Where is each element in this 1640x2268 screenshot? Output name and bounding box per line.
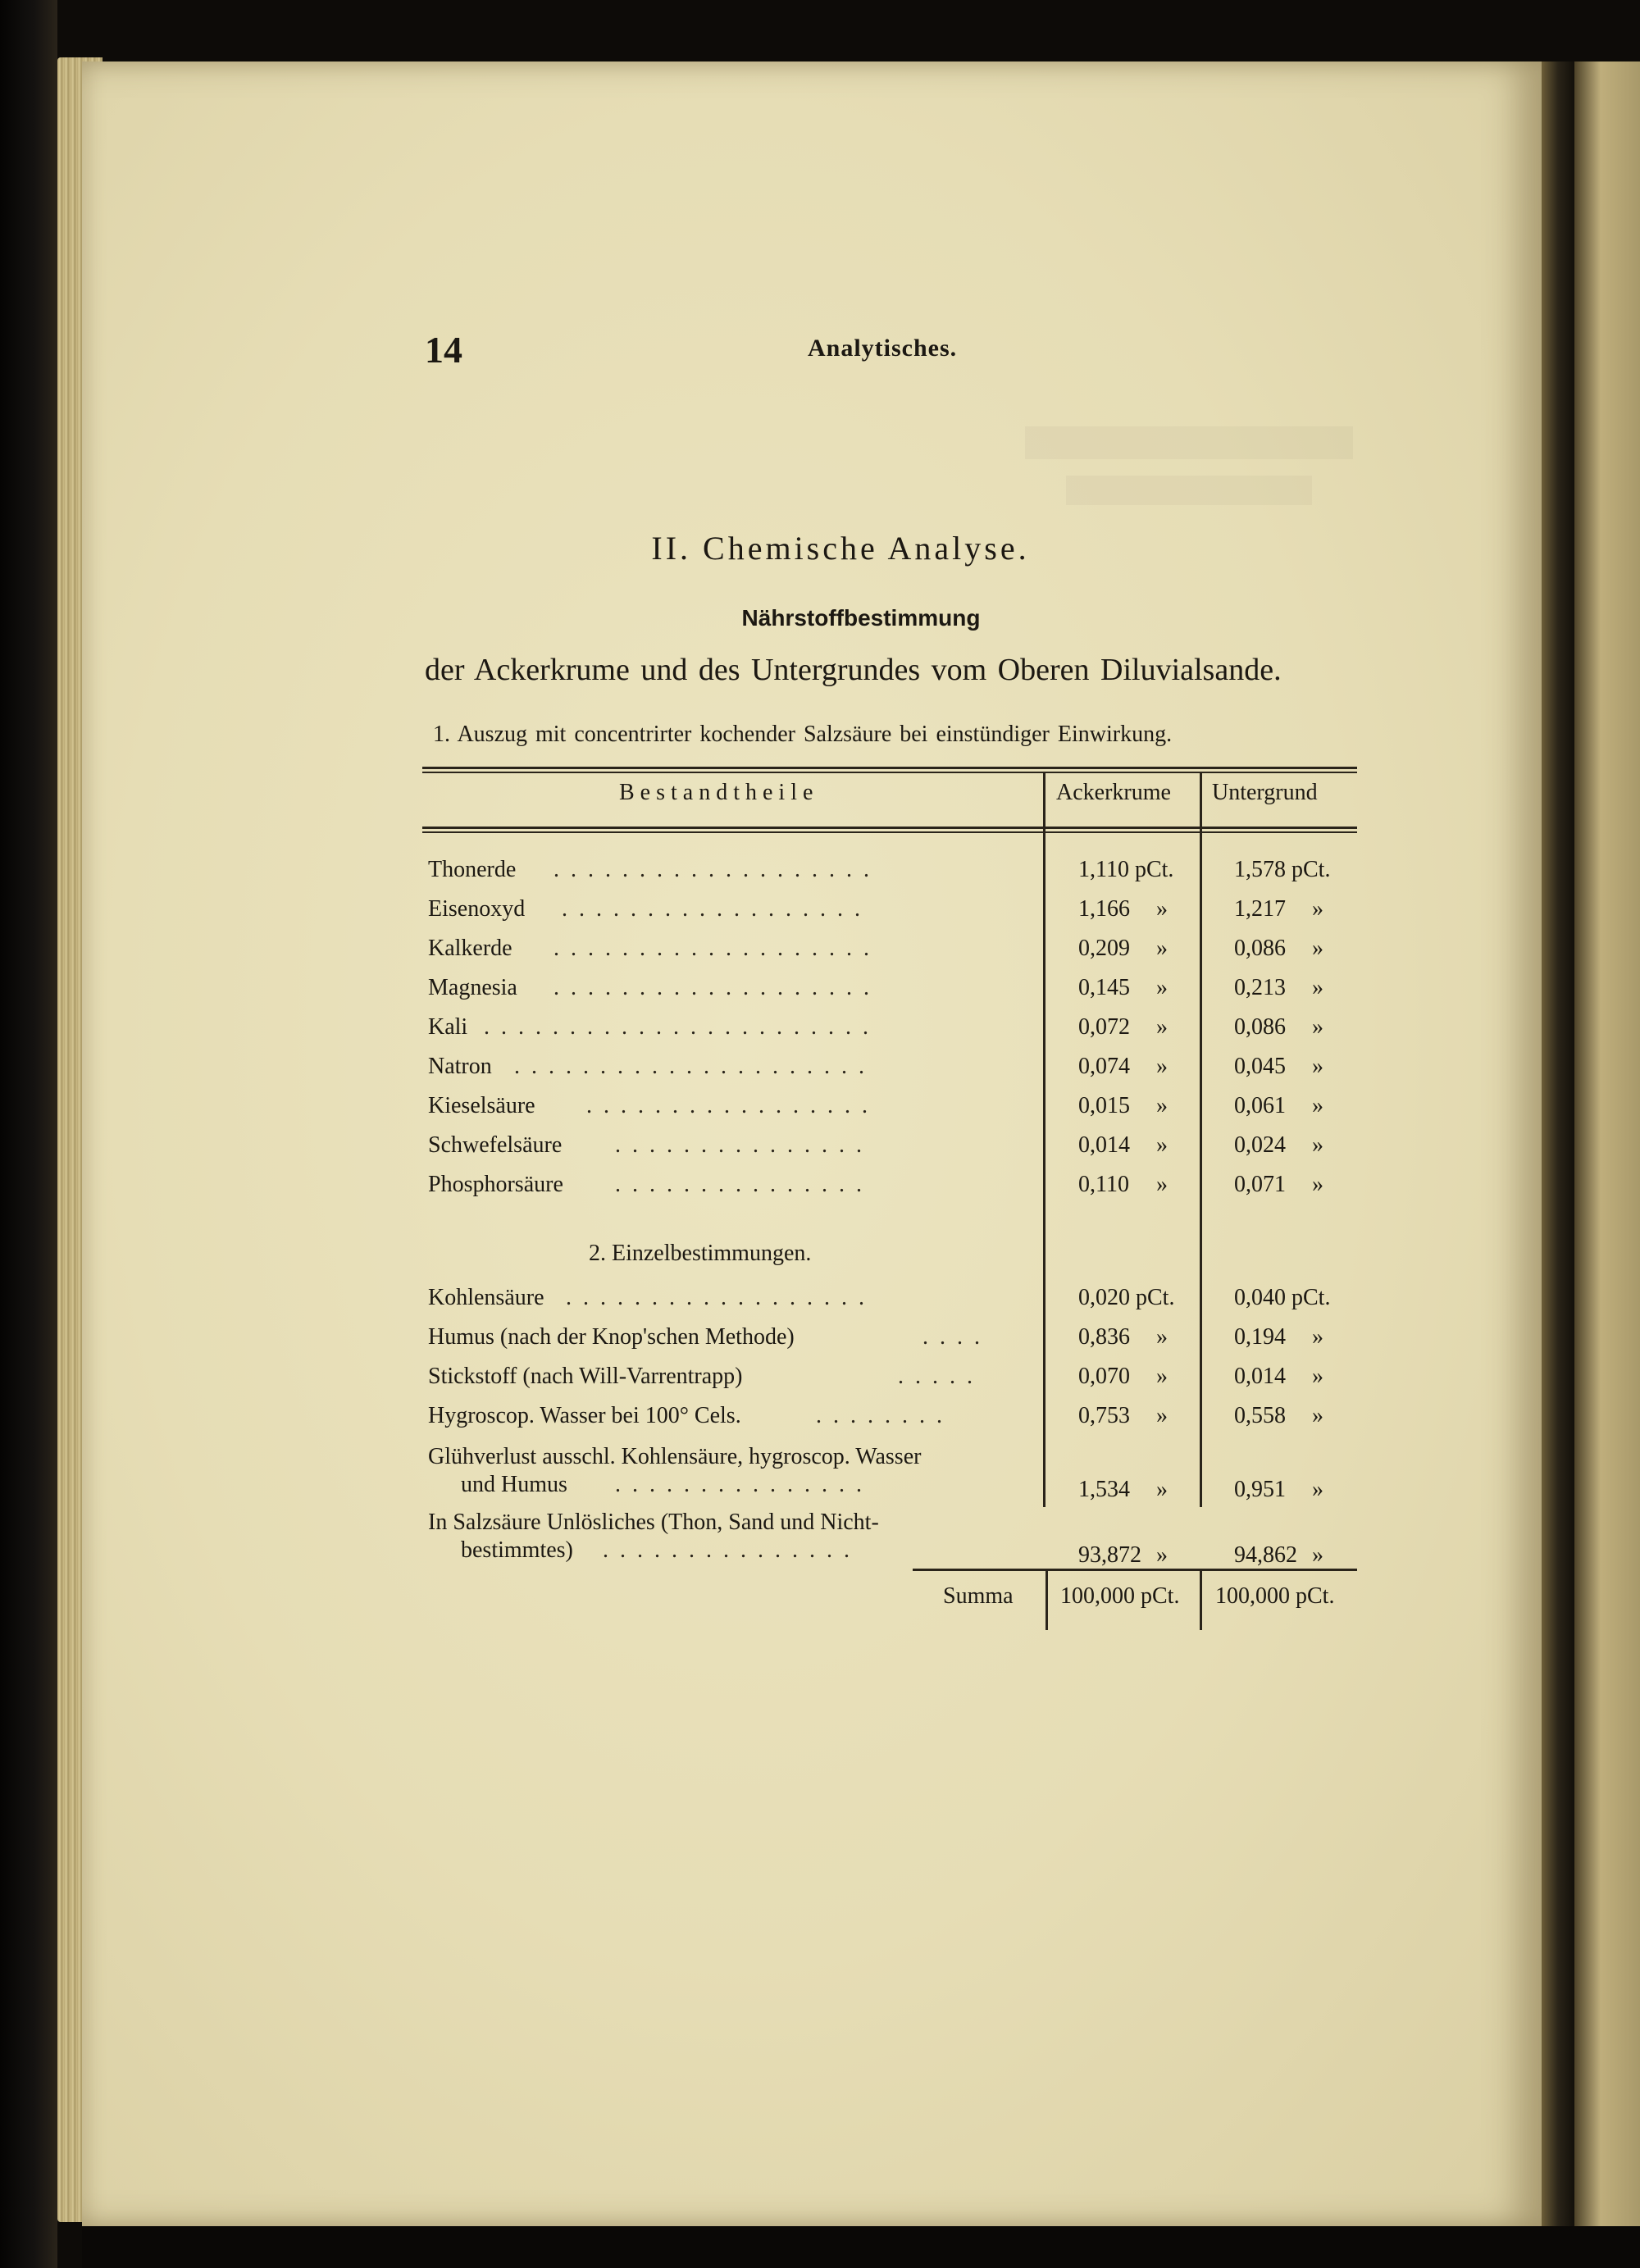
summa-row — [422, 1583, 1357, 1619]
table-row — [422, 1364, 1357, 1400]
leader-dots: ................. — [586, 1093, 879, 1118]
value-untergrund: 0,024 — [1234, 1132, 1286, 1158]
value-untergrund: 0,213 — [1234, 975, 1286, 1000]
value-ackerkrume: 0,070 — [1078, 1364, 1130, 1389]
ditto-mark: » — [1156, 1132, 1168, 1158]
show-through-right — [1066, 476, 1312, 505]
ditto-mark: » — [1156, 1477, 1168, 1502]
table-top-rule-2 — [422, 772, 1357, 773]
show-through-left — [1025, 426, 1353, 459]
row-label: Stickstoff (nach Will-Varrentrapp) — [428, 1364, 743, 1389]
row-label: Hygroscop. Wasser bei 100° Cels. — [428, 1403, 741, 1428]
value-untergrund: 0,086 — [1234, 936, 1286, 961]
summa-ackerkrume: 100,000 pCt. — [1060, 1583, 1180, 1609]
ditto-mark: » — [1156, 975, 1168, 1000]
value-ackerkrume: 1,166 — [1078, 896, 1130, 922]
value-ackerkrume: 0,145 — [1078, 975, 1130, 1000]
ditto-mark: » — [1312, 1093, 1323, 1118]
ditto-mark: » — [1156, 936, 1168, 961]
value-ackerkrume: 0,072 — [1078, 1014, 1130, 1040]
table-row — [422, 1132, 1357, 1168]
table-row — [422, 1324, 1357, 1360]
ditto-mark: » — [1312, 896, 1323, 922]
value-untergrund: 0,061 — [1234, 1093, 1286, 1118]
row-label: Kalkerde — [428, 936, 512, 961]
header-untergrund: Untergrund — [1212, 780, 1318, 805]
bottom-shadow — [82, 2226, 1640, 2268]
leader-dots: ................... — [554, 975, 881, 1000]
value-ackerkrume: 0,836 — [1078, 1324, 1130, 1350]
ditto-mark: » — [1312, 1477, 1323, 1502]
summa-untergrund: 100,000 pCt. — [1215, 1583, 1335, 1609]
ditto-mark: » — [1312, 936, 1323, 961]
leader-dots: ............... — [615, 1472, 873, 1497]
value-ackerkrume: 0,020 pCt. — [1078, 1285, 1175, 1310]
ditto-mark: » — [1312, 1132, 1323, 1158]
value-untergrund: 1,578 pCt. — [1234, 857, 1331, 882]
subtitle-line: der Ackerkrume und des Untergrundes vom Oberen Diluvialsande. — [425, 653, 1282, 687]
row-label: Humus (nach der Knop'schen Methode) — [428, 1324, 795, 1350]
value-untergrund: 0,086 — [1234, 1014, 1286, 1040]
ditto-mark: » — [1312, 1364, 1323, 1389]
value-ackerkrume: 0,074 — [1078, 1054, 1130, 1079]
ditto-mark: » — [1156, 1324, 1168, 1350]
header-ackerkrume: Ackerkrume — [1056, 780, 1171, 805]
leader-dots: ............... — [615, 1132, 873, 1158]
table-row — [422, 936, 1357, 972]
value-untergrund: 0,014 — [1234, 1364, 1286, 1389]
row-label: Magnesia — [428, 975, 517, 1000]
ditto-mark: » — [1156, 1364, 1168, 1389]
section-title: II. Chemische Analyse. — [651, 530, 1030, 567]
value-untergrund: 94,862 — [1234, 1542, 1297, 1568]
leader-dots: ................... — [554, 857, 881, 882]
table-top-rule — [422, 767, 1357, 769]
row-label-line2: bestimmtes) — [461, 1537, 573, 1563]
table-row — [422, 896, 1357, 932]
header-bestandtheile: Bestandtheile — [619, 780, 819, 805]
ditto-mark: » — [1312, 1172, 1323, 1197]
row-label: Kohlensäure — [428, 1285, 544, 1310]
value-untergrund: 0,045 — [1234, 1054, 1286, 1079]
ditto-mark: » — [1156, 1542, 1168, 1568]
value-untergrund: 0,194 — [1234, 1324, 1286, 1350]
value-ackerkrume: 0,753 — [1078, 1403, 1130, 1428]
value-ackerkrume: 0,015 — [1078, 1093, 1130, 1118]
value-ackerkrume: 0,110 — [1078, 1172, 1129, 1197]
leader-dots: ....................... — [484, 1014, 880, 1040]
next-page-edge — [1574, 61, 1640, 2226]
leader-dots: ............... — [615, 1172, 873, 1197]
leader-dots: ..... — [898, 1364, 984, 1389]
value-untergrund: 0,951 — [1234, 1477, 1286, 1502]
value-ackerkrume: 0,014 — [1078, 1132, 1130, 1158]
ditto-mark: » — [1156, 1093, 1168, 1118]
row-label: Kieselsäure — [428, 1093, 535, 1118]
row-label: Phosphorsäure — [428, 1172, 563, 1197]
row-label-line1: Glühverlust ausschl. Kohlensäure, hygroscop. Wasser — [428, 1444, 922, 1469]
value-ackerkrume: 1,110 pCt. — [1078, 857, 1174, 882]
leader-dots: ............... — [603, 1537, 861, 1563]
value-ackerkrume: 0,209 — [1078, 936, 1130, 961]
value-ackerkrume: 1,534 — [1078, 1477, 1130, 1502]
header-bottom-rule — [422, 827, 1357, 829]
book-gutter — [1542, 61, 1574, 2226]
table-row — [422, 1054, 1357, 1090]
row-label: Schwefelsäure — [428, 1132, 563, 1158]
row-label: Natron — [428, 1054, 492, 1079]
leader-dots: .................. — [562, 896, 872, 922]
ditto-mark: » — [1312, 975, 1323, 1000]
summa-label: Summa — [943, 1583, 1014, 1609]
leader-dots: ........ — [816, 1403, 954, 1428]
subtitle-bold: Nährstoffbestimmung — [741, 605, 981, 631]
row-label-line2: und Humus — [461, 1472, 567, 1497]
table-row — [422, 1093, 1357, 1129]
value-untergrund: 0,071 — [1234, 1172, 1286, 1197]
ditto-mark: » — [1312, 1014, 1323, 1040]
value-untergrund: 0,040 pCt. — [1234, 1285, 1331, 1310]
table-row-multiline — [422, 1510, 1357, 1575]
table-row — [422, 857, 1357, 893]
value-untergrund: 1,217 — [1234, 896, 1286, 922]
row-label: Thonerde — [428, 857, 517, 882]
ditto-mark: » — [1156, 1054, 1168, 1079]
ditto-mark: » — [1156, 1172, 1168, 1197]
ditto-mark: » — [1312, 1054, 1323, 1079]
table-row — [422, 1172, 1357, 1208]
leader-dots: .................. — [566, 1285, 876, 1310]
analysis-table — [422, 767, 1357, 1636]
table-row — [422, 1285, 1357, 1321]
leader-dots: .... — [922, 1324, 991, 1350]
ditto-mark: » — [1156, 1014, 1168, 1040]
ditto-mark: » — [1312, 1324, 1323, 1350]
book-cover-edge — [0, 0, 57, 2268]
page-number: 14 — [425, 329, 462, 371]
row-label: Eisenoxyd — [428, 896, 526, 922]
table-row — [422, 1014, 1357, 1050]
ditto-mark: » — [1312, 1542, 1323, 1568]
leader-dots: ................... — [554, 936, 881, 961]
value-ackerkrume: 93,872 — [1078, 1542, 1141, 1568]
extract-line: 1. Auszug mit concentrirter kochender Salzsäure bei einstündiger Einwirkung. — [433, 722, 1173, 747]
table-row-multiline — [422, 1444, 1357, 1510]
table-row — [422, 975, 1357, 1011]
section2-heading: 2. Einzelbestimmungen. — [589, 1241, 812, 1266]
leader-dots: ..................... — [514, 1054, 876, 1079]
row-label: Kali — [428, 1014, 468, 1040]
value-untergrund: 0,558 — [1234, 1403, 1286, 1428]
ditto-mark: » — [1312, 1403, 1323, 1428]
table-row — [422, 1403, 1357, 1439]
running-head: Analytisches. — [808, 335, 958, 362]
header-bottom-rule-2 — [422, 831, 1357, 833]
row-label-line1: In Salzsäure Unlösliches (Thon, Sand und Nicht- — [428, 1510, 879, 1535]
ditto-mark: » — [1156, 1403, 1168, 1428]
ditto-mark: » — [1156, 896, 1168, 922]
